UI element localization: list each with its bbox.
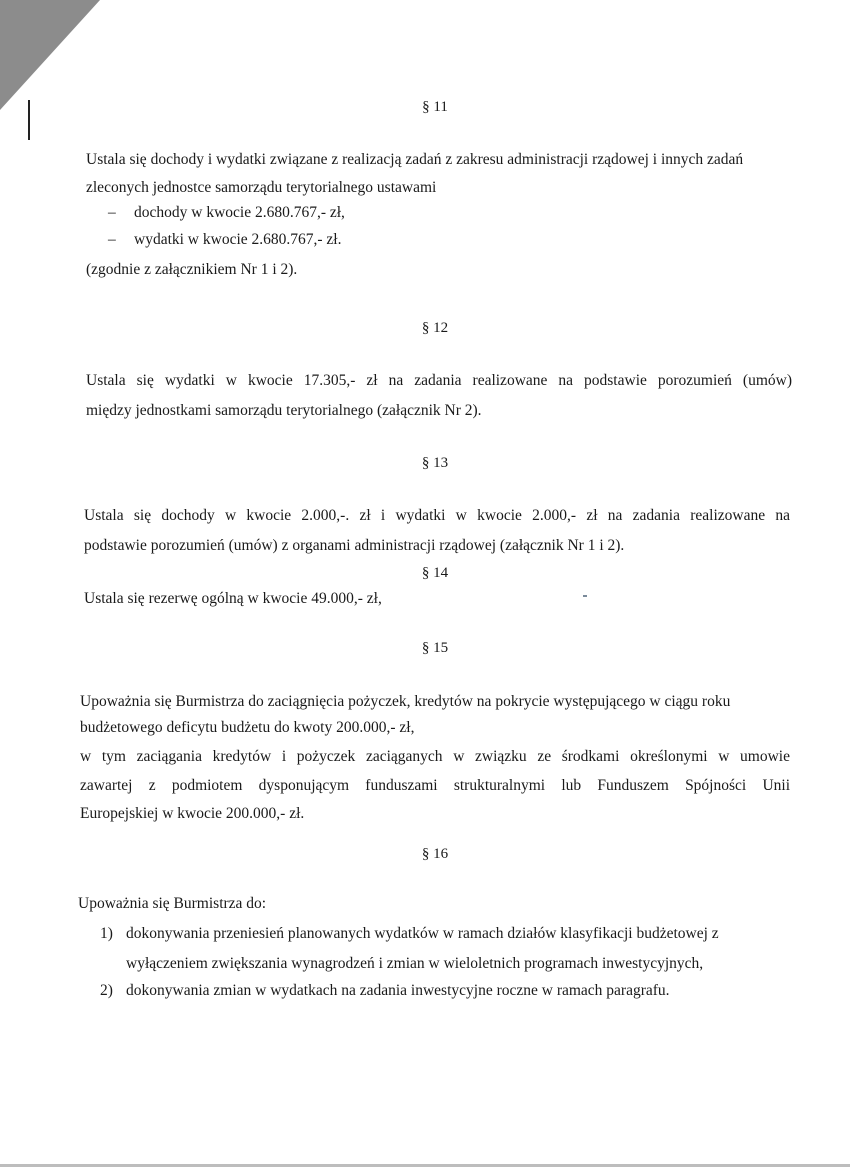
- s11-paragraph-line-1: Ustala się dochody i wydatki związane z realizacją zadań z zakresu administracji rządowej i innych zadań: [86, 151, 744, 168]
- s16-item-2-number: 2): [100, 982, 113, 999]
- section-title-11: § 11: [422, 99, 448, 115]
- s12-paragraph-line-1: Ustala się wydatki w kwocie 17.305,- zł na zadania realizowane na podstawie porozumień (umów): [86, 372, 792, 389]
- s16-list-item-1: [100, 922, 719, 945]
- scan-bottom-edge: [0, 1164, 850, 1167]
- section-title-14: § 14: [421, 565, 449, 581]
- section-title-15: § 15: [421, 640, 449, 656]
- s15-paragraph-line-5: Europejskiej w kwocie 200.000,- zł.: [80, 805, 305, 822]
- s13-paragraph-line-2: podstawie porozumień (umów) z organami administracji rządowej (załącznik Nr 1 i 2).: [84, 537, 625, 554]
- s16-list-item-2: [100, 979, 670, 1002]
- s11-list-item-1: [108, 201, 345, 224]
- s16-item-1-number: 1): [100, 925, 113, 942]
- s11-list-item-2: [108, 228, 342, 251]
- section-title-12: § 12: [421, 320, 449, 336]
- s15-paragraph-line-4: zawartej z podmiotem dysponującym funduszami strukturalnymi lub Funduszem Spójności Unii: [80, 777, 790, 794]
- s15-paragraph-line-1: Upoważnia się Burmistrza do zaciągnięcia pożyczek, kredytów na pokrycie występującego w ciągu roku: [80, 693, 731, 710]
- scan-corner-fold: [0, 0, 100, 110]
- dash-bullet: –: [108, 231, 116, 248]
- s12-paragraph-line-2: między jednostkami samorządu terytorialnego (załącznik Nr 2).: [86, 402, 482, 419]
- s16-item-1-line-2: wyłączeniem zwiększania wynagrodzeń i zmian w wieloletnich programach inwestycyjnych,: [126, 955, 704, 972]
- section-title-16: § 16: [421, 846, 449, 862]
- s11-paragraph-line-2: zleconych jednostce samorządu terytorialnego ustawami: [86, 179, 437, 196]
- s16-item-1-line-1: dokonywania przeniesień planowanych wydatków w ramach działów klasyfikacji budżetowej z: [126, 925, 719, 942]
- s16-intro: Upoważnia się Burmistrza do:: [78, 895, 267, 912]
- dash-bullet: –: [108, 204, 116, 221]
- section-title-13: § 13: [421, 455, 449, 471]
- scan-speck: [583, 595, 587, 597]
- scan-edge-mark: [28, 100, 30, 140]
- s14-paragraph-line-1: Ustala się rezerwę ogólną w kwocie 49.000,- zł,: [84, 590, 382, 607]
- s11-item-2-text: wydatki w kwocie 2.680.767,- zł.: [134, 231, 342, 248]
- s16-item-2-line-1: dokonywania zmian w wydatkach na zadania inwestycyjne roczne w ramach paragrafu.: [126, 982, 670, 999]
- s15-paragraph-line-3: w tym zaciągania kredytów i pożyczek zaciąganych w związku ze środkami określonymi w umowie: [80, 748, 790, 765]
- s13-paragraph-line-1: Ustala się dochody w kwocie 2.000,-. zł i wydatki w kwocie 2.000,- zł na zadania realizowane na: [84, 507, 790, 524]
- s15-paragraph-line-2: budżetowego deficytu budżetu do kwoty 200.000,- zł,: [80, 719, 415, 736]
- s11-note: (zgodnie z załącznikiem Nr 1 i 2).: [86, 261, 298, 278]
- s11-item-1-text: dochody w kwocie 2.680.767,- zł,: [134, 204, 345, 221]
